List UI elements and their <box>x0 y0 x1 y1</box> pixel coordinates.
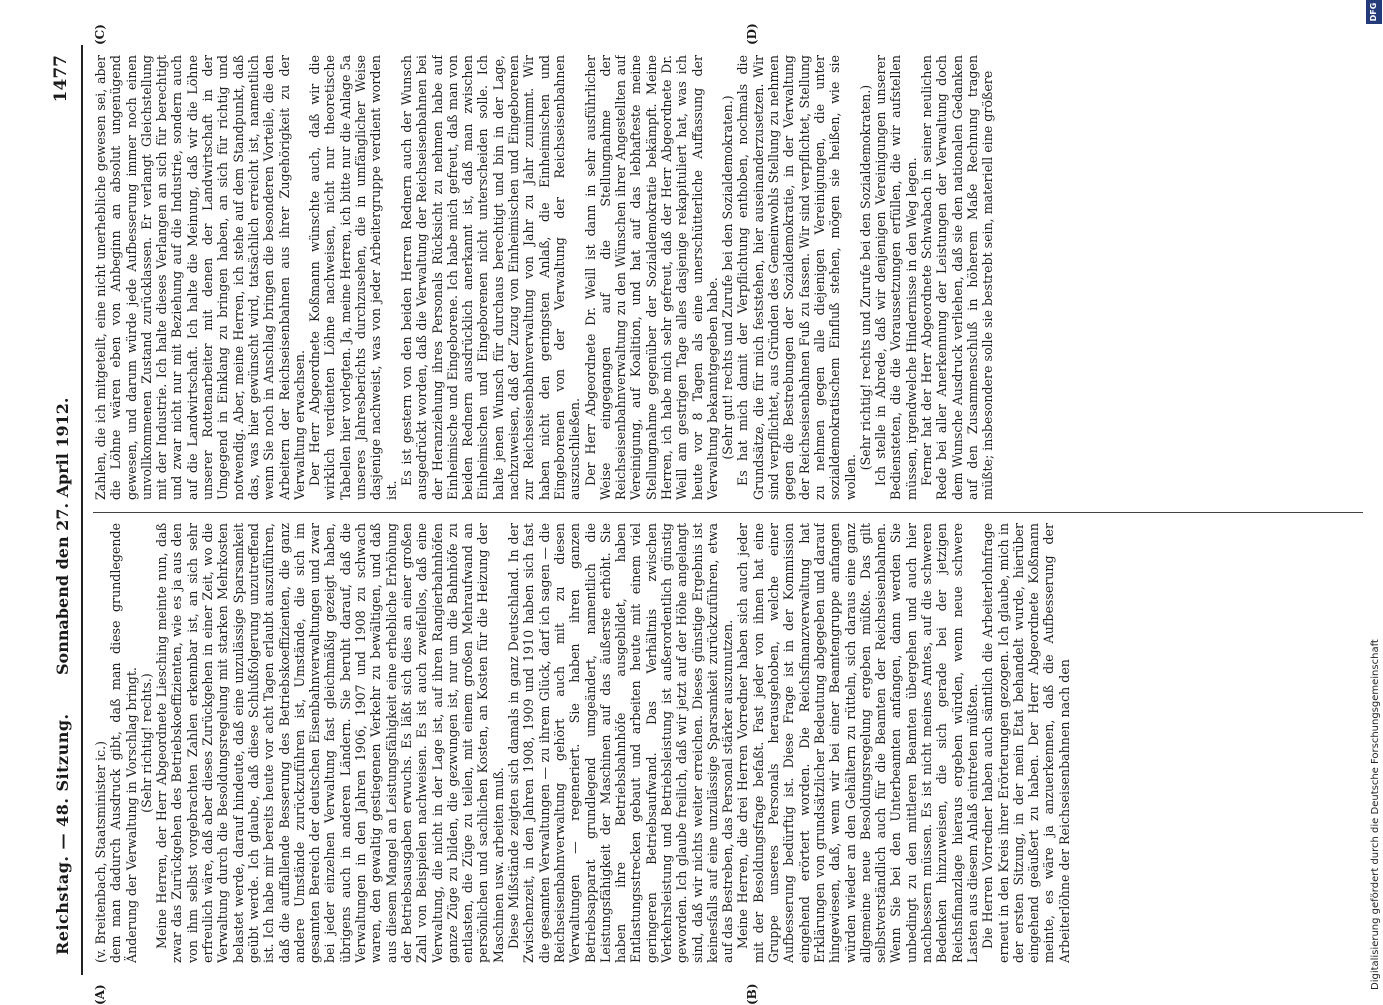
document-page <box>45 45 1375 975</box>
page-number: 1477 <box>51 55 71 102</box>
margin-marker-c: (C) <box>93 24 107 45</box>
margin-marker-b: (B) <box>745 984 759 1005</box>
paragraph: Ferner hat der Herr Abgeordnete Schwabach in seiner neulichen Rede bei aller Anerkennung der Leistungen der Verwaltung doch dem Wunsche Ausdruck verliehen, daß sie den nationalen Gedanken auf den Zusammenschluß in höherem Maße Rechnung tragen müßte; insbesondere solle sie bestrebt sein, materiell eine größere <box>919 55 995 500</box>
page-header <box>45 45 85 975</box>
paragraph: Zahlen, die ich mitgeteilt, eine nicht unerhebliche gewesen sei, aber die Löhne wären eben von Anbeginn an absolut ungenügend gewesen, und darum würde jede Aufbesserung immer noch einen unvollkommenen Zustand zurücklassen. Er verlangt Gleichstellung mit der Industrie. Ich halte dieses Verlangen an sich für berechtigt und zwar nicht nur mit Beziehung auf die Industrie, sondern auch auf die Landwirtschaft. Ich halte die Meinung, daß wir die Löhne unserer Rottenarbeiter mit denen der Landwirtschaft in der Umgegend in Einklang zu bringen haben, an sich für richtig und notwendig. Aber, meine Herren, ich stehe auf dem Standpunkt, daß das, was hier gewünscht wird, tatsächlich erreicht ist, namentlich wenn Sie noch in Anschlag bringen die besonderen Vorteile, die den Arbeitern der Reichseisenbahnen aus ihrer Zugehörigkeit zu der Verwaltung erwachsen. <box>93 55 307 500</box>
margin-marker-d: (D) <box>745 23 759 45</box>
interjection: (Sehr richtig! rechts und Zurufe bei den Sozialdemokraten.) <box>858 55 873 500</box>
paragraph: Meine Herren, der Herr Abgeordnete Liesching meinte nun, daß zwar das Zurückgehen des Betriebskoeffizienten, wie es ja aus den von ihm selbst vorgebrachten Zahlen erkennbar ist, an sich sehr erfreulich wäre, daß aber dieses Zurückgehen in einer Zeit, wo die Verwaltung durch die Besoldungsregelung mit starken Mehrkosten belastet werde, darauf hindeute, daß eine unzulässige Sparsamkeit geübt werde. Ich glaube, daß diese Schlußfolgerung unzutreffend ist. Ich habe mir bereits heute vor acht Tagen erlaubt auszuführen, daß die auffallende Besserung des Betriebskoeffizienten, die ganz andere Umstände zurückzuführen ist, Umstände, die sich im gesamten Bereich der deutschen Eisenbahnverwaltungen und zwar bei jeder einzelnen Verwaltung fast gleichmäßig gezeigt haben, übrigens auch in anderen Ländern. Sie beruht darauf, daß die Verwaltungen in den Jahren 1906, 1907 und 1908 zu schwach waren, den gewaltig gestiegenen Verkehr zu bewältigen, und daß aus diesem Mangel an Leistungsfähigkeit eine erhebliche Erhöhung der Betriebsausgaben erwuchs. Es läßt sich dies an einer großen Zahl von Beispielen nachweisen. Es ist auch zweifellos, daß eine Verwaltung, die nicht in der Lage ist, auf ihren Rangierbahnhöfen ganze Züge zu bilden, die gezwungen ist, nur um die Bahnhöfe zu entlasten, die Züge zu teilen, mit einem großen Mehraufwand an persönlichen und sachlichen Kosten, an Kosten für die Heizung der Maschinen usw. arbeiten muß. <box>154 523 506 963</box>
digitization-note <box>1362 10 1383 990</box>
interjection: (Sehr gut! rechts und Zurufe bei den Sozialdemokraten.) <box>720 55 735 500</box>
dfg-logo: DFG <box>1366 0 1382 24</box>
paragraph: dem man dadurch Ausdruck gibt, daß man diese grundlegende Änderung der Verwaltung in Vorschlag bringt. <box>108 523 139 963</box>
paragraph: Meine Herren, die drei Herren Vorredner haben sich auch jeder mit der Besoldungsfrage befaßt. Fast jeder von ihnen hat eine Gruppe unseres Personals herausgehoben, welche einer Aufbesserung bedürftig ist. Diese Frage ist in der Kommission eingehend erörtert worden. Die Reichsfinanzverwaltung hat Erklärungen von grundsätzlicher Bedeutung abgegeben und darauf hingewiesen, daß, wenn wir bei einer Beamtengruppe anfangen würden wieder an den Gehältern zu rütteln, sich daraus eine ganz allgemeine neue Besoldungsregelung ergeben müßte. Das gilt selbstverständlich auch für die Beamten der Reichseisenbahnen. Wenn Sie bei den Unterbeamten anfangen, dann werden Sie unbedingt zu den mittleren Beamten übergehen und auch hier nachbessern müssen. Es ist nicht meines Amtes, auf die schweren Bedenken hinzuweisen, die sich gerade bei der jetzigen Reichsfinanzlage hieraus ergeben würden, wenn neue schwere Lasten aus diesem Anlaß eintreten müßten. <box>735 523 980 963</box>
header-session: Reichstag. — 48. Sitzung. <box>53 713 72 955</box>
header-date: Sonnabend den 27. April 1912. <box>53 398 72 675</box>
speaker-line: (v. Breitenbach, Staatsminister ic.) <box>93 523 108 963</box>
paragraph: Es hat mich damit der Verpflichtung enthoben, nochmals die Grundsätze, die für mich feststehen, hier auseinanderzusetzen. Wir sind verpflichtet, aus Gründen des Gemeinwohls Stellung zu nehmen gegen die Bestrebungen der Sozialdemokratie, in der Verwaltung der Reichseisenbahnen Fuß zu fassen. Wir sind verpflichtet, Stellung zu nehmen gegen alle diejenigen Vereinigungen, die unter sozialdemokratischem Einfluß stehen, mögen sie heißen, wie sie wollen. <box>735 55 857 500</box>
column-divider <box>93 512 1363 513</box>
rotated-page <box>45 45 1375 975</box>
paragraph: Diese Mißstände zeigten sich damals in ganz Deutschland. In der Zwischenzeit, in den Jahren 1908, 1909 und 1910 haben sich fast die gesamten Verwaltungen — zu ihrem Glück, darf ich sagen — die Reichseisenbahnverwaltung gehört auch mit zu diesen Verwaltungen — regeneriert. Sie haben ihren ganzen Betriebsapparat grundlegend umgeändert, namentlich die Leistungsfähigkeit der Maschinen auf das äußerste erhöht. Sie haben ihre Betriebsbahnhöfe ausgebildet, haben Entlastungsstrecken gebaut und arbeiten heute mit einem viel geringeren Betriebsaufwand. Das Verhältnis zwischen Verkehrsleistung und Betriebsleistung ist außerordentlich günstig geworden. Ich glaube freilich, daß wir jetzt auf der Höhe angelangt sind, daß wir nichts weiter erreichen. Dieses günstige Ergebnis ist keinesfalls auf eine unzulässige Sparsamkeit zurückzuführen, etwa auf das Bestreben, das Personal stärker auszunutzen. <box>506 523 735 963</box>
left-column <box>93 523 1353 963</box>
header-rule <box>81 45 83 975</box>
paragraph: Es ist gestern von den beiden Herren Rednern auch der Wunsch ausgedrückt worden, daß die Verwaltung der Reichseisenbahnen bei der Heranziehung ihres Personals Rücksicht zu nehmen habe auf Einheimische und Eingeborene. Ich habe mich gefreut, daß man von beiden Rednern ausdrücklich anerkannt ist, daß man zwischen Einheimischen und Eingeborenen nicht unterscheiden solle. Ich halte jenen Wunsch für durchaus berechtigt und bin in der Lage, nachzuweisen, daß der Zuzug von Einheimischen und Eingeborenen zur Reichseisenbahnverwaltung von Jahr zu Jahr zunimmt. Wir haben nicht den geringsten Anlaß, die Einheimischen und Eingeborenen von der Verwaltung der Reichseisenbahnen auszuschließen. <box>399 55 583 500</box>
right-column <box>93 55 1353 500</box>
digitization-text: Digitalisierung gefördert durch die Deutsche Forschungsgemeinschaft <box>1370 639 1381 990</box>
margin-marker-a: (A) <box>93 984 107 1005</box>
paragraph: Der Herr Abgeordnete Koßmann wünschte auch, daß wir die wirklich verdienten Löhne nachweisen, nicht nur theoretische Tabellen hier vorlegten. Ja, meine Herren, ich bitte nur die Anlage 5a unseres Jahresberichts durchzusehen, die in umfänglicher Weise dasjenige nachweist, was von jeder Arbeitergruppe verdient worden ist. <box>307 55 399 500</box>
paragraph: Ich stelle in Abrede, daß wir denjenigen Vereinigungen unserer Bediensteten, die die Voraussetzungen erfüllen, die wir aufstellen müssen, irgendwelche Hindernisse in den Weg legen. <box>873 55 919 500</box>
paragraph: Der Herr Abgeordnete Dr. Weill ist dann in sehr ausführlicher Weise eingegangen auf die Stellungnahme der Reichseisenbahnverwaltung zu den Wünschen ihrer Angestellten auf Vereinigung, auf Koalition, und hat auf das lebhafteste meine Stellungnahme gegenüber der Sozialdemokratie bekämpft. Meine Herren, ich habe mich sehr gefreut, daß der Herr Abgeordnete Dr. Weill am gestrigen Tage alles dasjenige rekapituliert hat, was ich heute vor 8 Tagen als eine unerschütterliche Auffassung der Verwaltung bekanntgegeben habe. <box>583 55 721 500</box>
interjection: (Sehr richtig! rechts.) <box>139 523 154 963</box>
paragraph: Die Herren Vorredner haben auch sämtlich die Arbeiterlohnfrage erneut in den Kreis ihrer Erörterungen gezogen. Ich glaube, mich in der ersten Sitzung, in der mein Etat behandelt wurde, hierüber eingehend geäußert zu haben. Der Herr Abgeordnete Koßmann meinte, es wäre ja anzuerkennen, daß die Aufbesserung der Arbeiterlöhne der Reichseisenbahnen nach den <box>980 523 1072 963</box>
